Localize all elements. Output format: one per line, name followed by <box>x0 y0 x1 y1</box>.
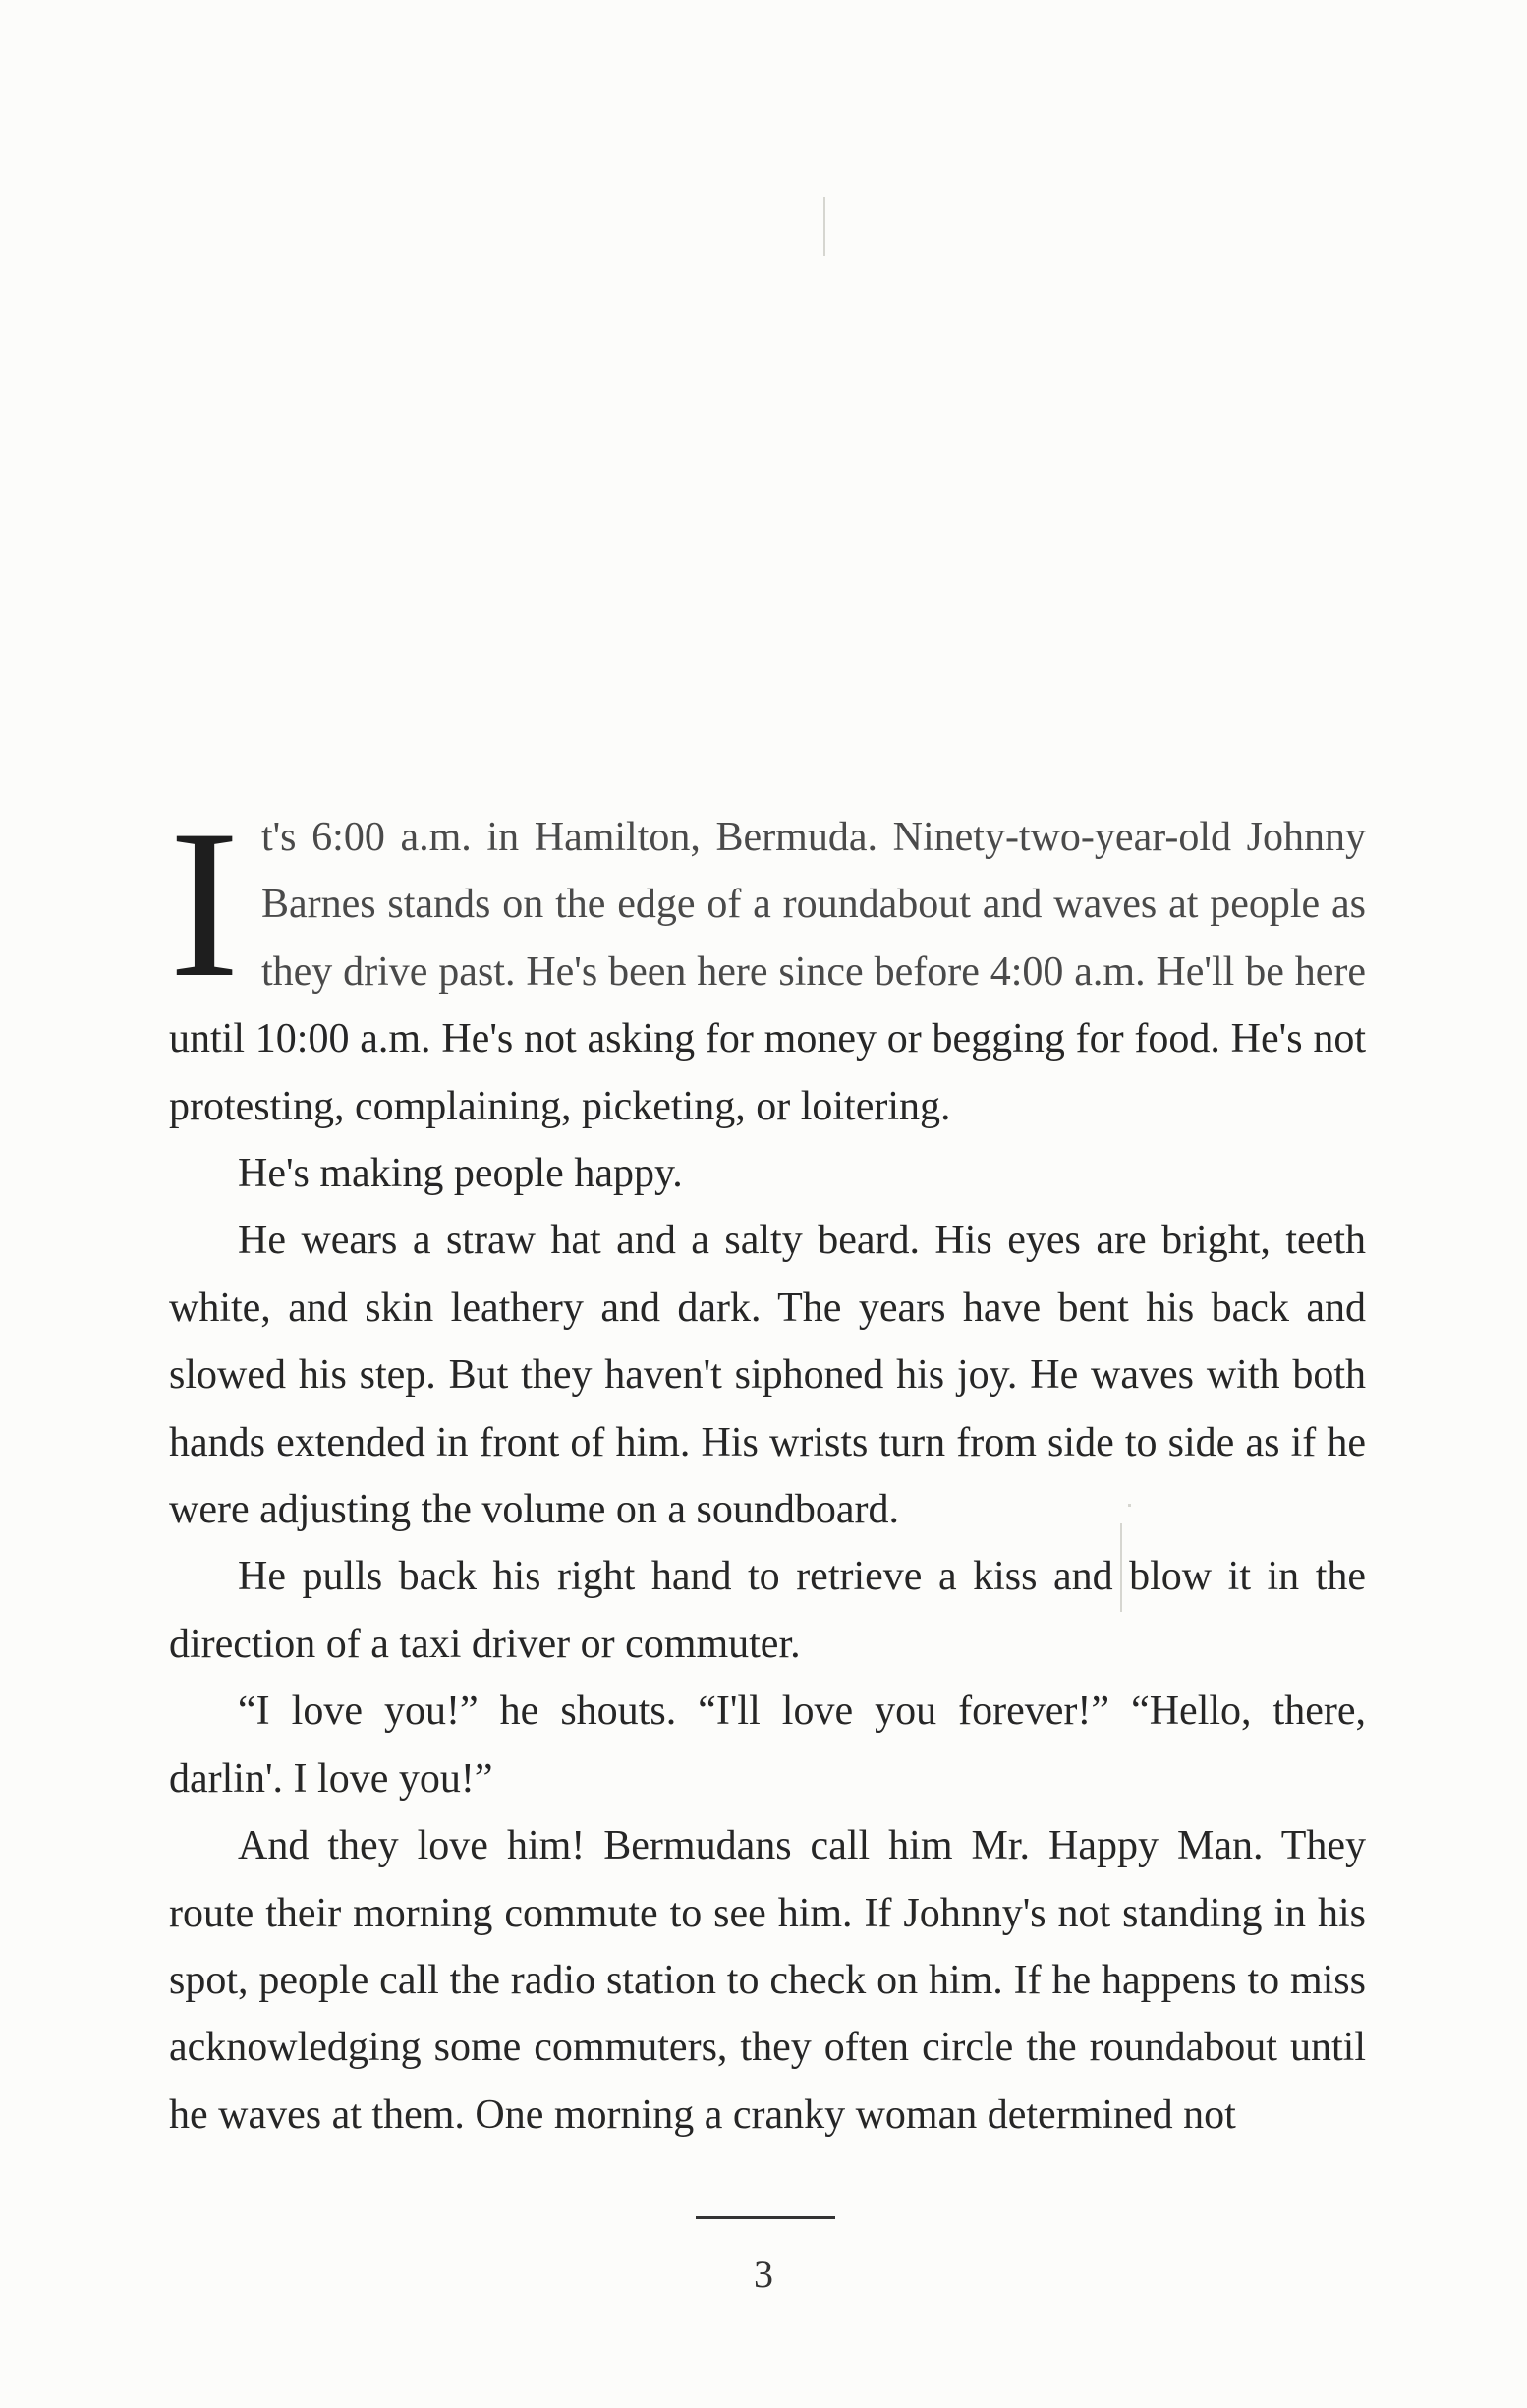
main-text <box>169 786 1366 2149</box>
scan-speck <box>823 197 825 256</box>
paragraph-2: He's making people happy. <box>238 1151 683 1197</box>
paragraph-3: He wears a straw hat and a salty beard. His eyes are bright, teeth white, and skin leathery and dark. The years have bent his back and slowed his step. But they haven't siphoned his joy. He waves with both hands extended in front of him. His wrists turn from side to side as if he were adjusting the volume on a soundboard. <box>169 1218 1366 1533</box>
paragraph-1 <box>169 786 1366 1140</box>
paragraph-4: He pulls back his right hand to retrieve a kiss and blow it in the direction of a taxi driver or commuter. <box>169 1554 1366 1667</box>
footer-rule <box>696 2216 835 2219</box>
page-number: 3 <box>754 2252 773 2296</box>
paragraph-1-rest: until 10:00 a.m. He's not asking for money or begging for food. He's not protesting, complaining, picketing, or loitering. <box>169 1016 1366 1129</box>
paragraph-5: “I love you!” he shouts. “I'll love you forever!” “Hello, there, darlin'. I love you!” <box>169 1689 1366 1802</box>
drop-cap: I <box>169 786 240 1021</box>
paragraph-6: And they love him! Bermudans call him Mr. Happy Man. They route their morning commute to see him. If Johnny's not standing in his spot, people call the radio station to check on him. If he happens to miss acknowledging some commuters, they often circle the roundabout until he waves at them. One morning a cranky woman determined not <box>169 1823 1366 2138</box>
opening-lines: t's 6:00 a.m. in Hamilton, Bermuda. Ninety-two-year-old Johnny Barnes stands on the edge of a roundabout and waves at people as they drive past. He's been here since before 4:00 a.m. He'll be here <box>260 815 1366 995</box>
